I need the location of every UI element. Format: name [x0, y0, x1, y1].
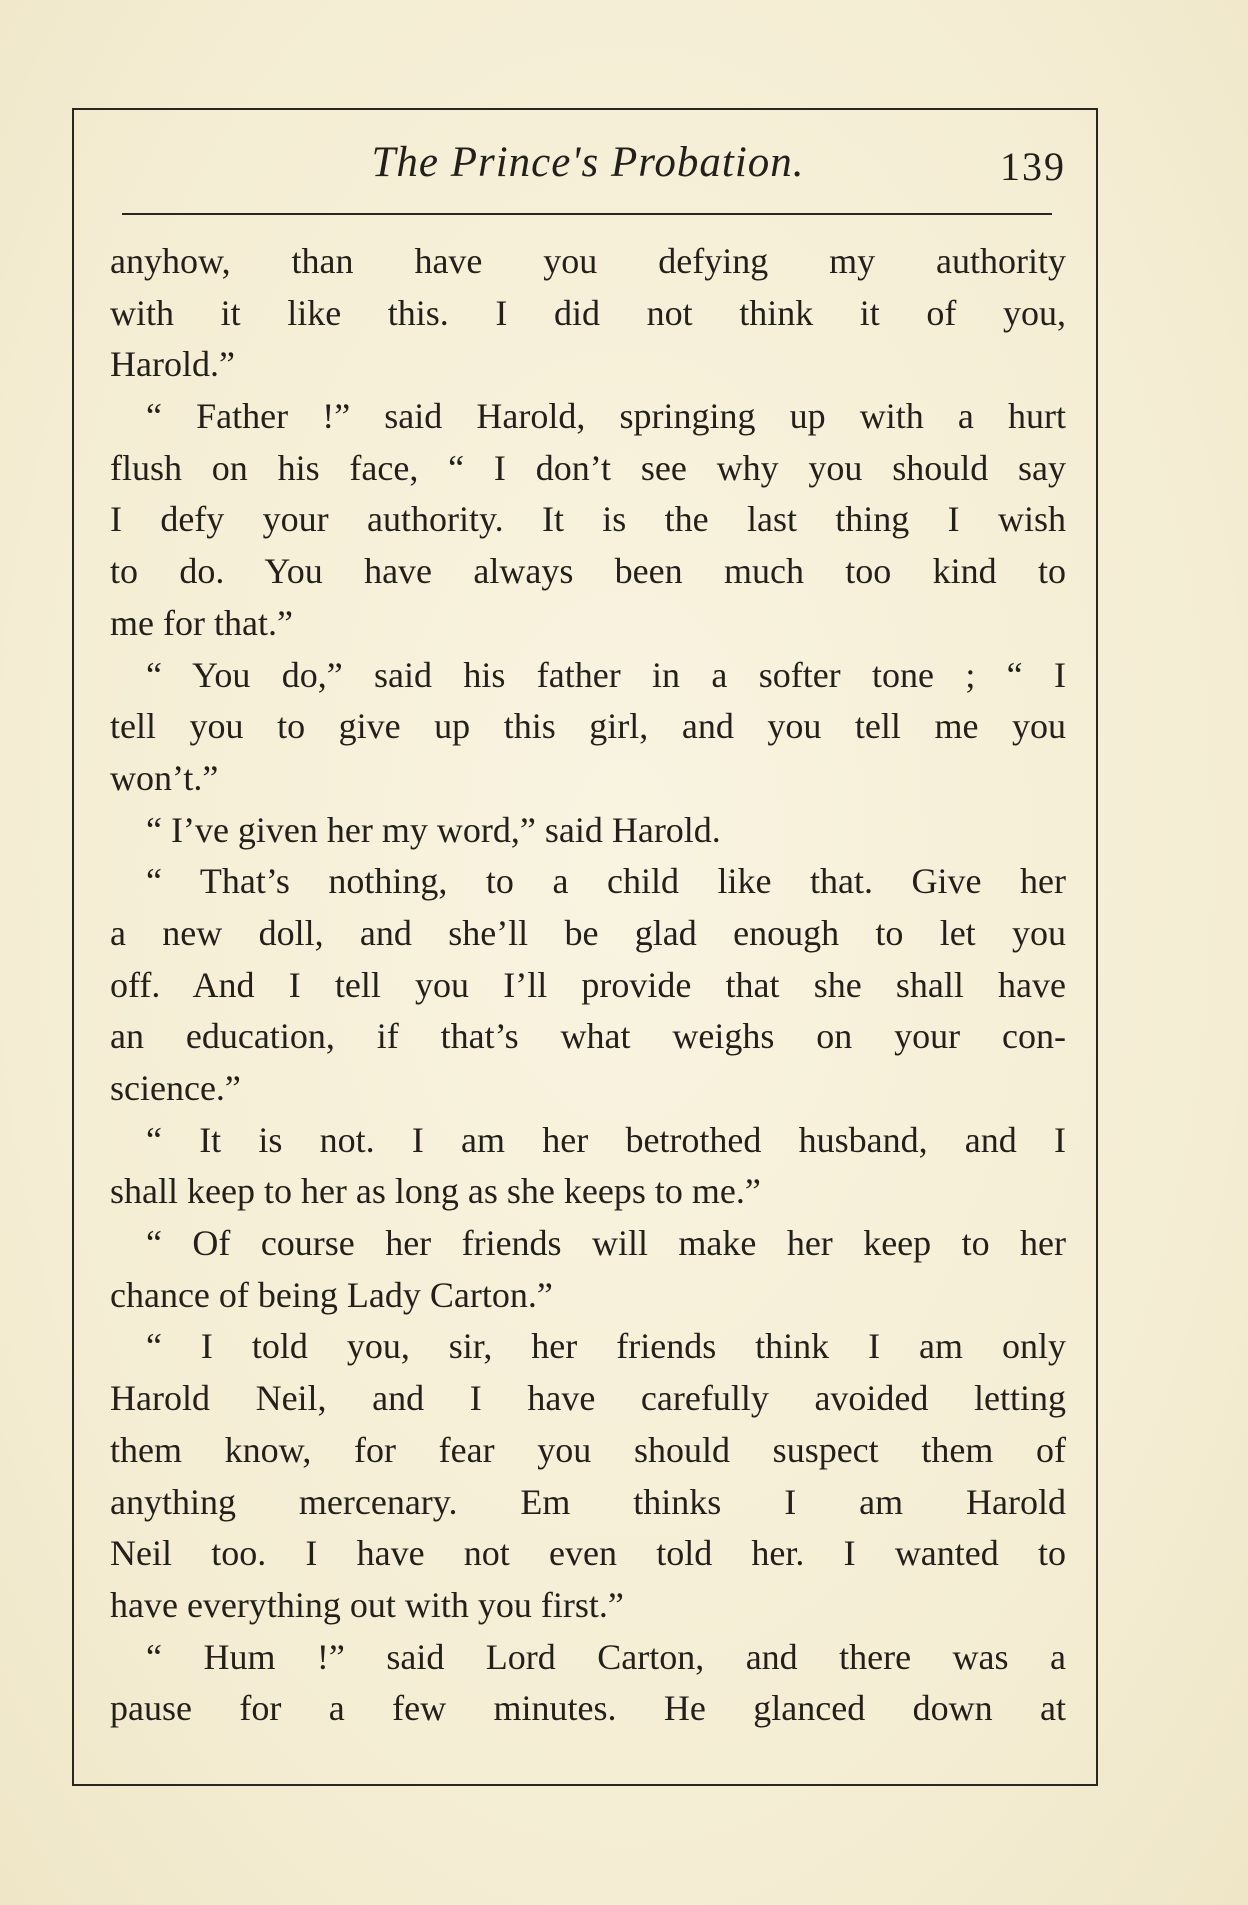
text-line: science.” [110, 1068, 241, 1108]
text-line: off. And I tell you I’ll provide that she shall have [110, 964, 1066, 1005]
text-line: “ You do,” said his father in a softer tone ; “ I [146, 654, 1066, 695]
text-line: won’t.” [110, 757, 219, 798]
text-line: pause for a few minutes. He glanced down at [110, 1688, 1066, 1729]
text-line: I defy your authority. It is the last thing I wish [110, 499, 1066, 540]
text-line: “ I told you, sir, her friends think I am only [146, 1326, 1066, 1367]
text-line: “ Of course her friends will make her keep to her [146, 1223, 1066, 1264]
text-line: flush on his face, “ I don’t see why you should say [110, 447, 1066, 488]
page-header [110, 128, 1066, 198]
header-rule [122, 213, 1052, 215]
page-number: 139 [1000, 144, 1066, 189]
text-line: tell you to give up this girl, and you tell me you [110, 706, 1066, 747]
text-line: anyhow, than have you defying my authority [110, 241, 1066, 281]
text-line: “ Hum !” said Lord Carton, and there was a [146, 1636, 1066, 1677]
text-line: an education, if that’s what weighs on your con- [110, 1016, 1066, 1057]
text-line: Harold.” [110, 344, 235, 385]
text-line: “ Father !” said Harold, springing up with a hurt [146, 396, 1066, 437]
text-line: Neil too. I have not even told her. I wanted to [110, 1533, 1066, 1574]
text-line: shall keep to her as long as she keeps to me.” [110, 1171, 761, 1212]
text-line: chance of being Lady Carton.” [110, 1274, 553, 1315]
text-line: “ That’s nothing, to a child like that. Give her [146, 861, 1066, 902]
text-line: them know, for fear you should suspect them of [110, 1429, 1066, 1470]
text-line: anything mercenary. Em thinks I am Harold [110, 1481, 1066, 1522]
text-line: have everything out with you first.” [110, 1584, 624, 1625]
text-line: a new doll, and she’ll be glad enough to let you [110, 912, 1066, 953]
text-line: with it like this. I did not think it of you, [110, 292, 1066, 333]
body-text [110, 236, 1066, 1735]
text-line: to do. You have always been much too kind to [110, 551, 1066, 592]
text-line: me for that.” [110, 602, 293, 643]
text-line: “ I’ve given her my word,” said Harold. [146, 809, 721, 850]
text-line: Harold Neil, and I have carefully avoided letting [110, 1378, 1066, 1419]
running-title: The Prince's Probation. [371, 139, 805, 186]
text-line: “ It is not. I am her betrothed husband, and I [146, 1119, 1066, 1160]
